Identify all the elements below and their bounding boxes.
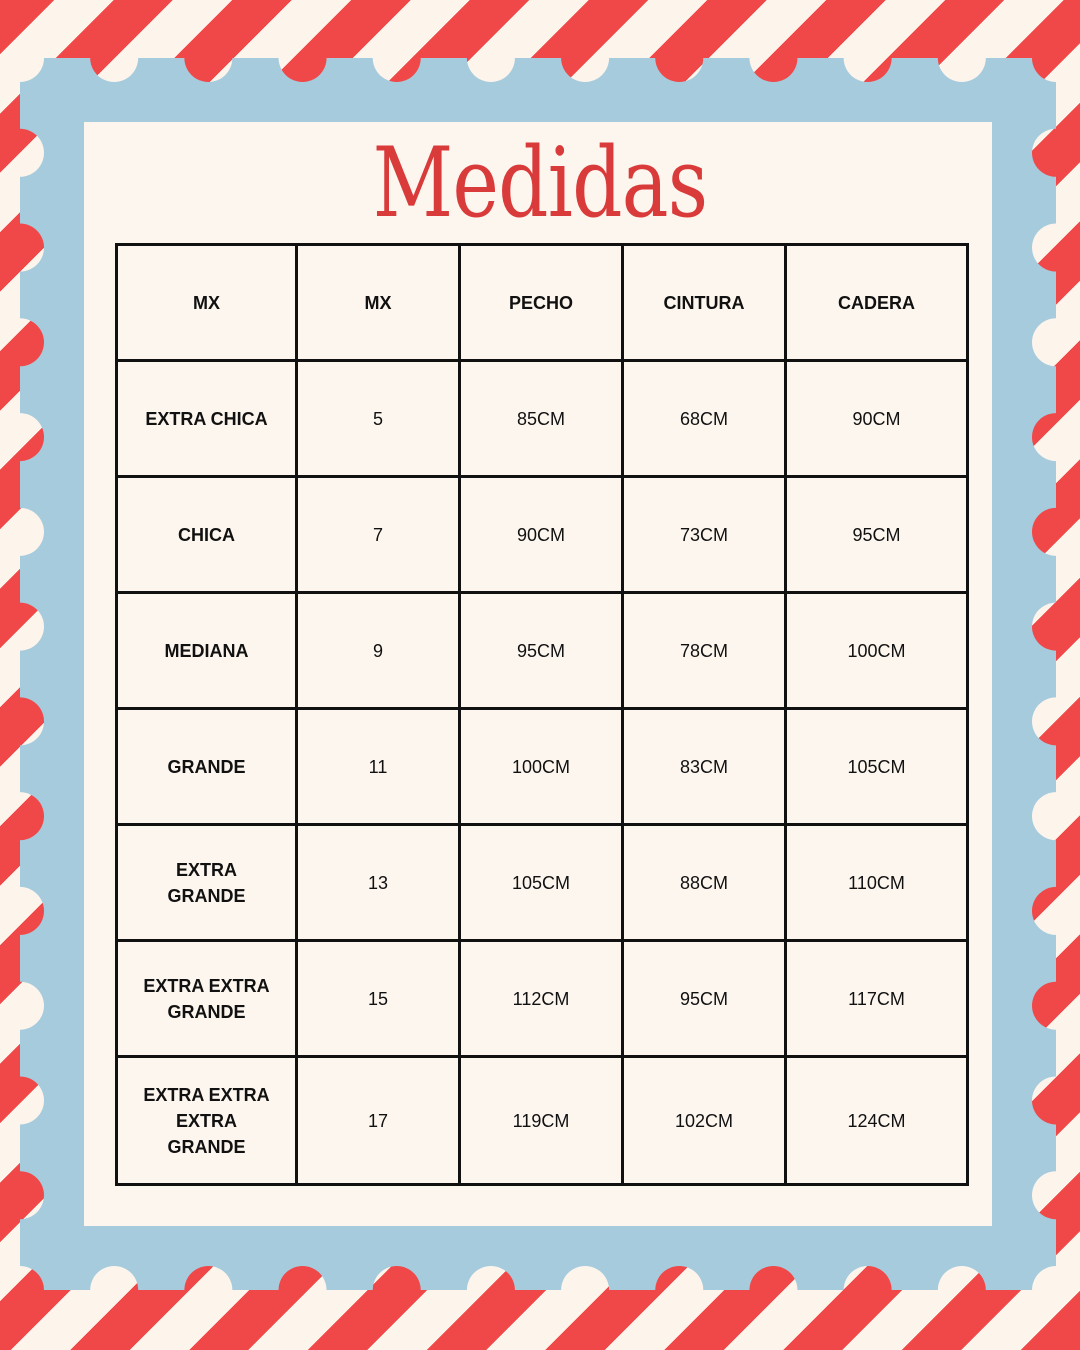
- header-pecho: PECHO: [460, 245, 623, 361]
- size-name-cell: EXTRA EXTRA GRANDE: [117, 941, 297, 1057]
- table-row: [117, 1057, 968, 1185]
- page-title: Medidas: [372, 127, 708, 239]
- pecho-cell: 100CM: [460, 709, 623, 825]
- size-name-cell: EXTRA GRANDE: [117, 825, 297, 941]
- pecho-cell: 85CM: [460, 361, 623, 477]
- size-name-cell: EXTRA CHICA: [117, 361, 297, 477]
- mx-number-cell: 13: [297, 825, 460, 941]
- cadera-cell: 100CM: [786, 593, 968, 709]
- table-row: [117, 709, 968, 825]
- table-row: [117, 941, 968, 1057]
- mx-number-cell: 11: [297, 709, 460, 825]
- pecho-cell: 90CM: [460, 477, 623, 593]
- cadera-cell: 124CM: [786, 1057, 968, 1185]
- pecho-cell: 95CM: [460, 593, 623, 709]
- table-row: [117, 593, 968, 709]
- cadera-cell: 117CM: [786, 941, 968, 1057]
- size-name-cell: CHICA: [117, 477, 297, 593]
- cadera-cell: 105CM: [786, 709, 968, 825]
- mx-number-cell: 7: [297, 477, 460, 593]
- pecho-cell: 112CM: [460, 941, 623, 1057]
- cintura-cell: 68CM: [623, 361, 786, 477]
- size-name-cell: EXTRA EXTRA EXTRA GRANDE: [117, 1057, 297, 1185]
- table-row: [117, 361, 968, 477]
- cintura-cell: 88CM: [623, 825, 786, 941]
- header-size-mx: MX: [117, 245, 297, 361]
- pecho-cell: 119CM: [460, 1057, 623, 1185]
- mx-number-cell: 5: [297, 361, 460, 477]
- size-name-cell: GRANDE: [117, 709, 297, 825]
- mx-number-cell: 17: [297, 1057, 460, 1185]
- header-cintura: CINTURA: [623, 245, 786, 361]
- cintura-cell: 78CM: [623, 593, 786, 709]
- cadera-cell: 110CM: [786, 825, 968, 941]
- cintura-cell: 95CM: [623, 941, 786, 1057]
- header-cadera: CADERA: [786, 245, 968, 361]
- table-header-row: [117, 245, 968, 361]
- mx-number-cell: 9: [297, 593, 460, 709]
- cintura-cell: 102CM: [623, 1057, 786, 1185]
- table-row: [117, 825, 968, 941]
- table-row: [117, 477, 968, 593]
- cintura-cell: 83CM: [623, 709, 786, 825]
- size-table: [115, 243, 969, 1186]
- cadera-cell: 95CM: [786, 477, 968, 593]
- header-number-mx: MX: [297, 245, 460, 361]
- mx-number-cell: 15: [297, 941, 460, 1057]
- cintura-cell: 73CM: [623, 477, 786, 593]
- size-name-cell: MEDIANA: [117, 593, 297, 709]
- pecho-cell: 105CM: [460, 825, 623, 941]
- cadera-cell: 90CM: [786, 361, 968, 477]
